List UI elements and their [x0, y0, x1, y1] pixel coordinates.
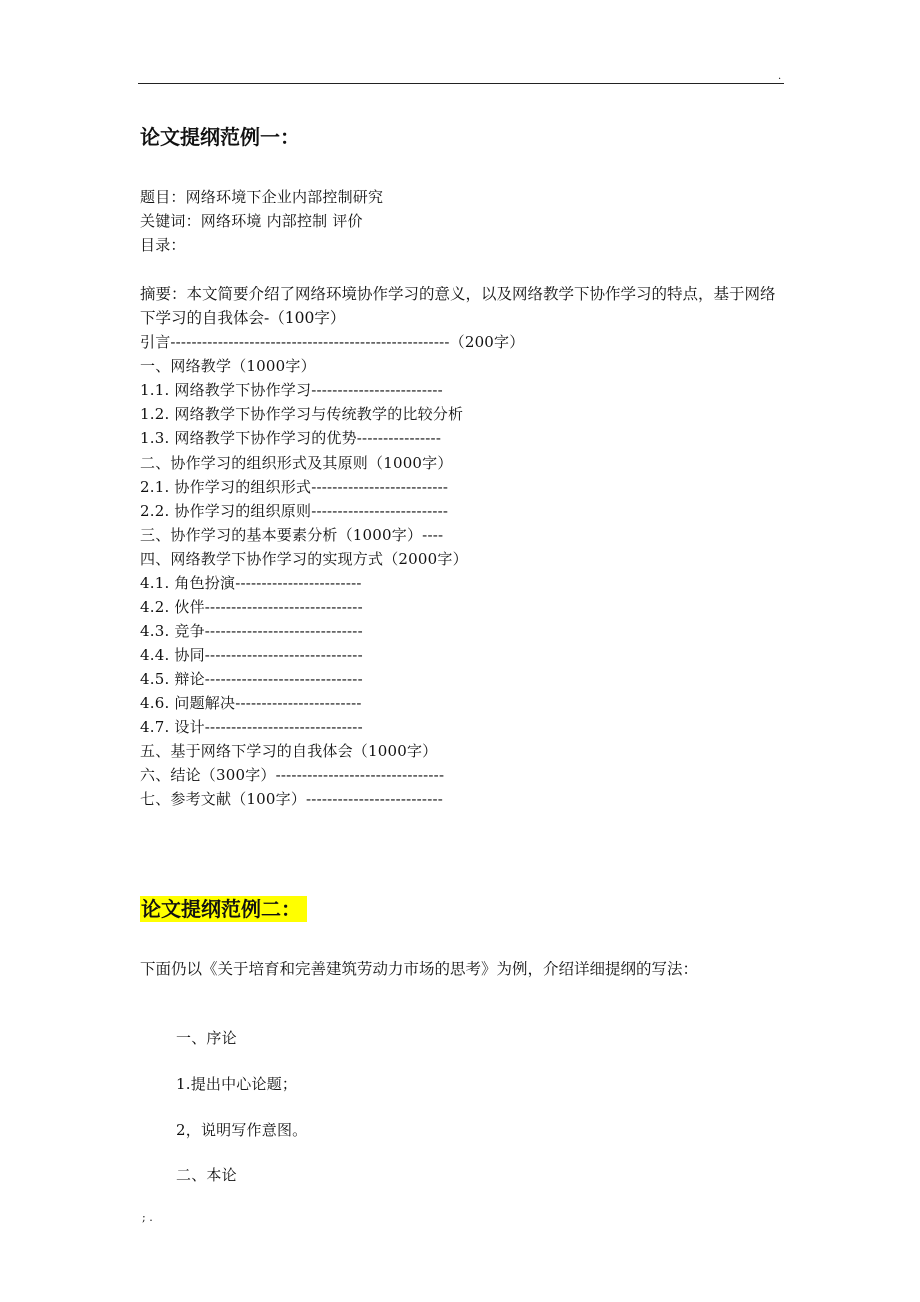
header-mark: . [778, 71, 782, 82]
detail-item: 二、本论 [176, 1166, 237, 1184]
title-line: 题目：网络环境下企业内部控制研究 [140, 188, 384, 206]
outline-line: 4.4. 协同------------------------------ [140, 646, 363, 664]
outline-line: 三、协作学习的基本要素分析（1000字）---- [140, 526, 444, 544]
section1-heading: 论文提纲范例一： [140, 125, 300, 149]
outline-line: 1.1. 网络教学下协作学习------------------------- [140, 381, 443, 399]
toc-label: 目录： [140, 236, 186, 254]
outline-line: 4.7. 设计------------------------------ [140, 718, 363, 736]
outline-line: 1.2. 网络教学下协作学习与传统教学的比较分析 [140, 405, 464, 423]
outline-line: 4.6. 问题解决------------------------ [140, 694, 362, 712]
footer-mark: ; . [142, 1211, 153, 1224]
keywords-line: 关键词：网络环境 内部控制 评价 [140, 212, 363, 230]
outline-line: 六、结论（300字）-------------------------------- [140, 766, 445, 784]
outline-line: 二、协作学习的组织形式及其原则（1000字） [140, 454, 453, 472]
outline-line: 4.2. 伙伴------------------------------ [140, 598, 363, 616]
outline-line: 2.2. 协作学习的组织原则-------------------------- [140, 502, 449, 520]
abstract-paragraph: 摘要：本文简要介绍了网络环境协作学习的意义，以及网络教学下协作学习的特点，基于网络下学习的自我体会-（100字） [140, 285, 776, 327]
outline-line: 引言-----------------------------------------------------（200字） [140, 333, 525, 351]
outline-line: 4.5. 辩论------------------------------ [140, 670, 363, 688]
section2-heading: 论文提纲范例二： [140, 896, 307, 922]
header-rule [138, 83, 784, 84]
outline-line: 一、网络教学（1000字） [140, 357, 316, 375]
outline-line: 四、网络教学下协作学习的实现方式（2000字） [140, 550, 468, 568]
outline-line: 4.1. 角色扮演------------------------ [140, 574, 362, 592]
outline-line: 1.3. 网络教学下协作学习的优势---------------- [140, 429, 442, 447]
outline-line: 七、参考文献（100字）-------------------------- [140, 790, 444, 808]
detail-item: 2，说明写作意图。 [176, 1121, 308, 1139]
outline-line: 4.3. 竞争------------------------------ [140, 622, 363, 640]
detail-item: 一、序论 [176, 1029, 237, 1047]
outline-line: 五、基于网络下学习的自我体会（1000字） [140, 742, 438, 760]
section2-intro: 下面仍以《关于培育和完善建筑劳动力市场的思考》为例，介绍详细提纲的写法： [140, 960, 699, 978]
detail-item: 1.提出中心论题； [176, 1075, 298, 1093]
outline-line: 2.1. 协作学习的组织形式-------------------------- [140, 478, 449, 496]
